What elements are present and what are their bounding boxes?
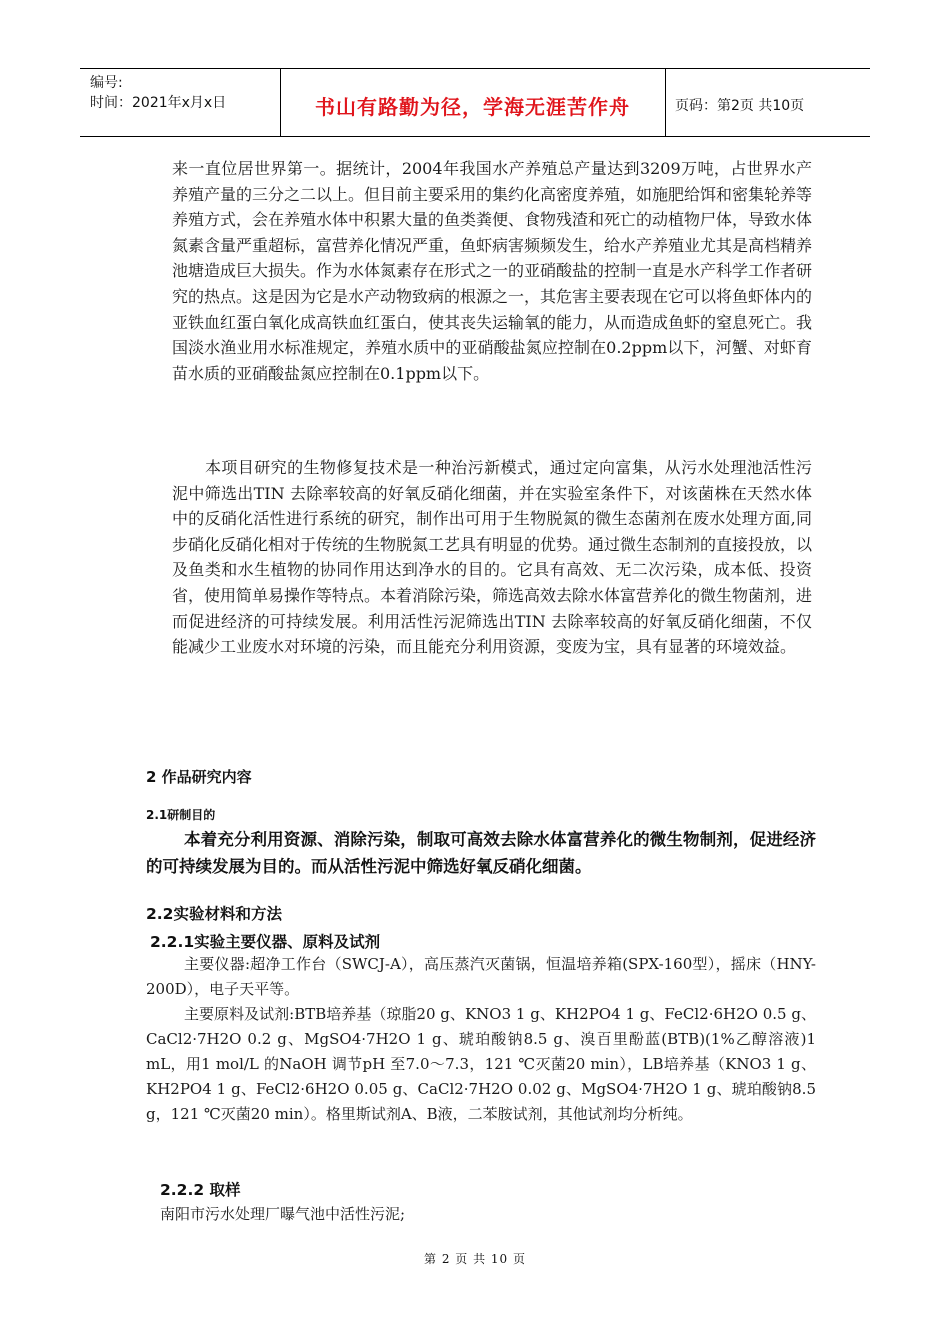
subsubsection-heading-sampling: 2.2.2 取样	[160, 1181, 241, 1199]
header-meta-cell	[80, 69, 281, 136]
subsubsection-heading-instruments: 2.2.1实验主要仪器、原料及试剂	[150, 933, 381, 951]
reagents-paragraph: 主要原料及试剂:BTB培养基（琼脂20 g、KNO3 1 g、KH2PO4 1 g、FeCl2·6H2O 0.5 g、CaCl2·7H2O 0.2 g、MgSO4·7H2O 1 g、琥珀酸钠8.5 g、溴百里酚蓝(BTB)(1%乙醇溶液)1 mL，用1 mol/L 的NaOH 调节pH 至7.0～7.3，121 ℃灭菌20 min），LB培养基（KNO3 1 g、KH2PO4 1 g、FeCl2·6H2O 0.05 g、CaCl2·7H2O 0.02 g、MgSO4·7H2O 1 g、琥珀酸钠8.5 g，121 ℃灭菌20 min）。格里斯试剂A、B液，二苯胺试剂，其他试剂均分析纯。	[146, 1005, 816, 1123]
purpose-paragraph: 本着充分利用资源、消除污染，制取可高效去除水体富营养化的微生物制剂，促进经济的可持续发展为目的。而从活性污泥中筛选好氧反硝化细菌。	[146, 830, 816, 876]
section-heading-research-content: 2 作品研究内容	[146, 768, 252, 786]
paragraph-project-description: 本项目研究的生物修复技术是一种治污新模式，通过定向富集，从污水处理池活性污泥中筛选出TIN 去除率较高的好氧反硝化细菌，并在实验室条件下，对该菌株在天然水体中的反硝化活性进行系统的研究，制作出可用于生物脱氮的微生态菌剂在废水处理方面,同步硝化反硝化相对于传统的生物脱氮工艺具有明显的优势。通过微生态制剂的直接投放，以及鱼类和水生植物的协同作用达到净水的目的。它具有高效、无二次污染，成本低、投资省，使用简单易操作等特点。本着消除污染，筛选高效去除水体富营养化的微生物菌剂，进而促进经济的可持续发展。利用活性污泥筛选出TIN 去除率较高的好氧反硝化细菌，不仅能减少工业废水对环境的污染，而且能充分利用资源，变废为宝，具有显著的环境效益。	[172, 458, 813, 657]
instruments-paragraph: 主要仪器:超净工作台（SWCJ-A），高压蒸汽灭菌锅，恒温培养箱(SPX-160型），摇床（HNY-200D），电子天平等。	[146, 955, 816, 998]
page-footer: 第 2 页 共 10 页	[424, 1252, 526, 1266]
paragraph-aquaculture-background: 来一直位居世界第一。据统计，2004年我国水产养殖总产量达到3209万吨，占世界水产养殖产量的三分之二以上。但目前主要采用的集约化高密度养殖，如施肥给饵和密集轮养等养殖方式，会在养殖水体中积累大量的鱼类粪便、食物残渣和死亡的动植物尸体，导致水体氮素含量严重超标，富营养化情况严重，鱼虾病害频频发生，给水产养殖业尤其是高档精养池塘造成巨大损失。作为水体氮素存在形式之一的亚硝酸盐的控制一直是水产科学工作者研究的热点。这是因为它是水产动物致病的根源之一，其危害主要表现在它可以将鱼虾体内的亚铁血红蛋白氧化成高铁血红蛋白，使其丧失运输氧的能力，从而造成鱼虾的窒息死亡。我国淡水渔业用水标准规定，养殖水质中的亚硝酸盐氮应控制在0.2ppm以下，河蟹、对虾育苗水质的亚硝酸盐氮应控制在0.1ppm以下。	[172, 159, 813, 383]
sampling-paragraph: 南阳市污水处理厂曝气池中活性污泥;	[160, 1205, 406, 1223]
page-header	[80, 68, 870, 137]
header-page-number: 页码：第2页 共10页	[675, 98, 805, 114]
subsection-heading-purpose: 2.1研制目的	[146, 808, 216, 822]
document-time-label: 时间：2021年x月x日	[90, 95, 227, 111]
header-motto: 书山有路勤为径，学海无涯苦作舟	[315, 95, 630, 119]
subsection-heading-materials: 2.2实验材料和方法	[146, 905, 282, 923]
header-motto-cell	[280, 69, 666, 136]
header-page-cell	[665, 69, 870, 136]
document-number-label: 编号:	[90, 75, 123, 91]
